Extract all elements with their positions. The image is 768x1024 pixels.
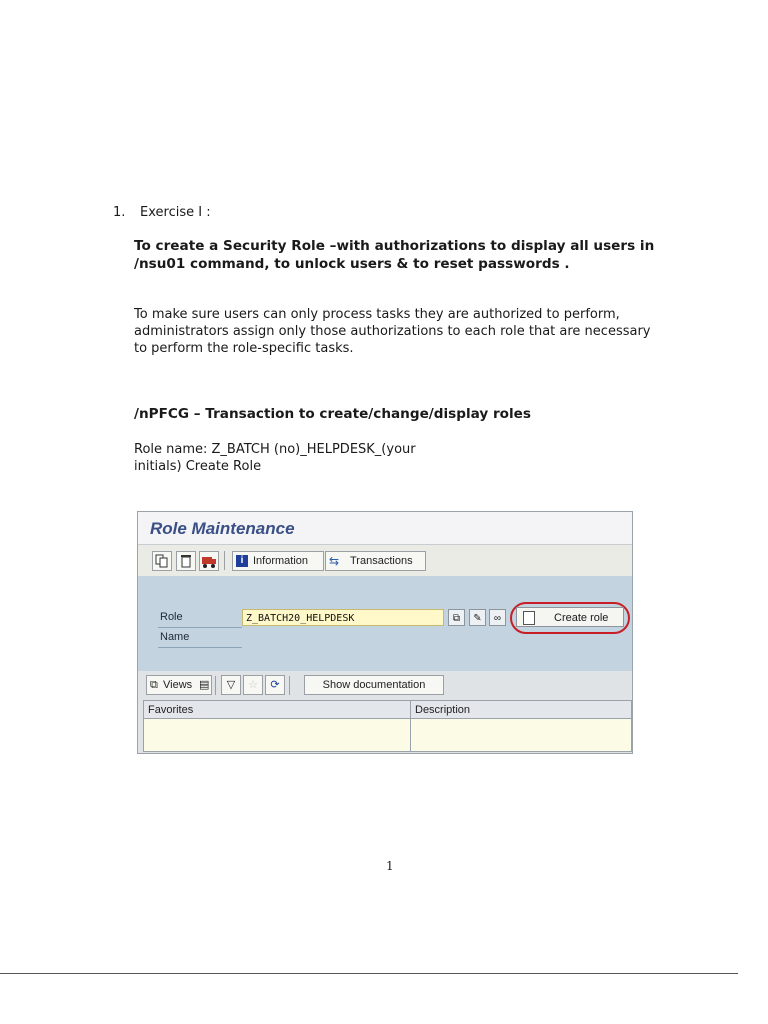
role-input[interactable]: Z_BATCH20_HELPDESK (242, 609, 444, 626)
sap-role-entry-area (138, 576, 632, 671)
transactions-icon: ⇆ (329, 554, 340, 568)
sap-toolbar (138, 545, 632, 577)
list-number: 1. (113, 205, 126, 220)
transport-icon[interactable] (199, 551, 219, 571)
exercise-title: Exercise I : (140, 205, 211, 220)
intro-paragraph: To make sure users can only process tasks they are authorized to perform, administrators assign only those authorizations to each role that are necessary to perform the role-specific tasks. (134, 307, 651, 356)
name-label-underline (158, 647, 242, 648)
views-button[interactable] (146, 675, 212, 695)
toolbar-separator (215, 676, 216, 695)
info-icon: i (236, 555, 248, 567)
refresh-icon[interactable]: ⟳ (265, 675, 285, 695)
create-role-button[interactable] (516, 607, 624, 627)
views-label: Views (163, 679, 193, 691)
views-icon: ⧉ (150, 679, 158, 691)
toolbar-separator (289, 676, 290, 695)
pencil-icon[interactable]: ✎ (469, 609, 486, 626)
toolbar-separator (224, 551, 225, 570)
favorite-icon: ☆ (243, 675, 263, 695)
favorites-table (143, 700, 632, 752)
name-label: Name (160, 631, 190, 643)
delete-icon[interactable] (176, 551, 196, 571)
show-documentation-button[interactable]: Show documentation (304, 675, 444, 695)
column-divider (410, 701, 411, 751)
page-number: 1 (386, 859, 394, 873)
transactions-button[interactable] (325, 551, 426, 571)
lookup-icon[interactable]: ⧉ (448, 609, 465, 626)
transaction-heading: /nPFCG – Transaction to create/change/display roles (134, 406, 531, 422)
description-column-header[interactable]: Description (411, 701, 631, 719)
information-button[interactable] (232, 551, 324, 571)
dropdown-icon: ▤ (199, 679, 210, 691)
role-label-underline (158, 627, 242, 628)
create-role-label: Create role (554, 612, 609, 624)
favorites-column-header[interactable]: Favorites (144, 701, 410, 719)
document-icon (523, 611, 535, 625)
sap-title: Role Maintenance (150, 519, 295, 538)
filter-icon[interactable]: ▽ (221, 675, 241, 695)
role-name-instructions: Role name: Z_BATCH (no)_HELPDESK_(your initials) Create Role (134, 442, 416, 474)
role-label: Role (160, 611, 183, 623)
display-icon[interactable]: ∞ (489, 609, 506, 626)
exercise-heading: To create a Security Role –with authorizations to display all users in /nsu01 command, to unlock users & to reset passwords . (134, 238, 655, 272)
footer-rule (0, 973, 738, 974)
information-label: Information (253, 555, 309, 567)
copy-icon[interactable] (152, 551, 172, 571)
sap-role-maintenance-screenshot (137, 511, 633, 754)
sap-title-bar (138, 512, 632, 545)
sap-lower-toolbar (138, 671, 632, 699)
transactions-label: Transactions (350, 555, 413, 567)
